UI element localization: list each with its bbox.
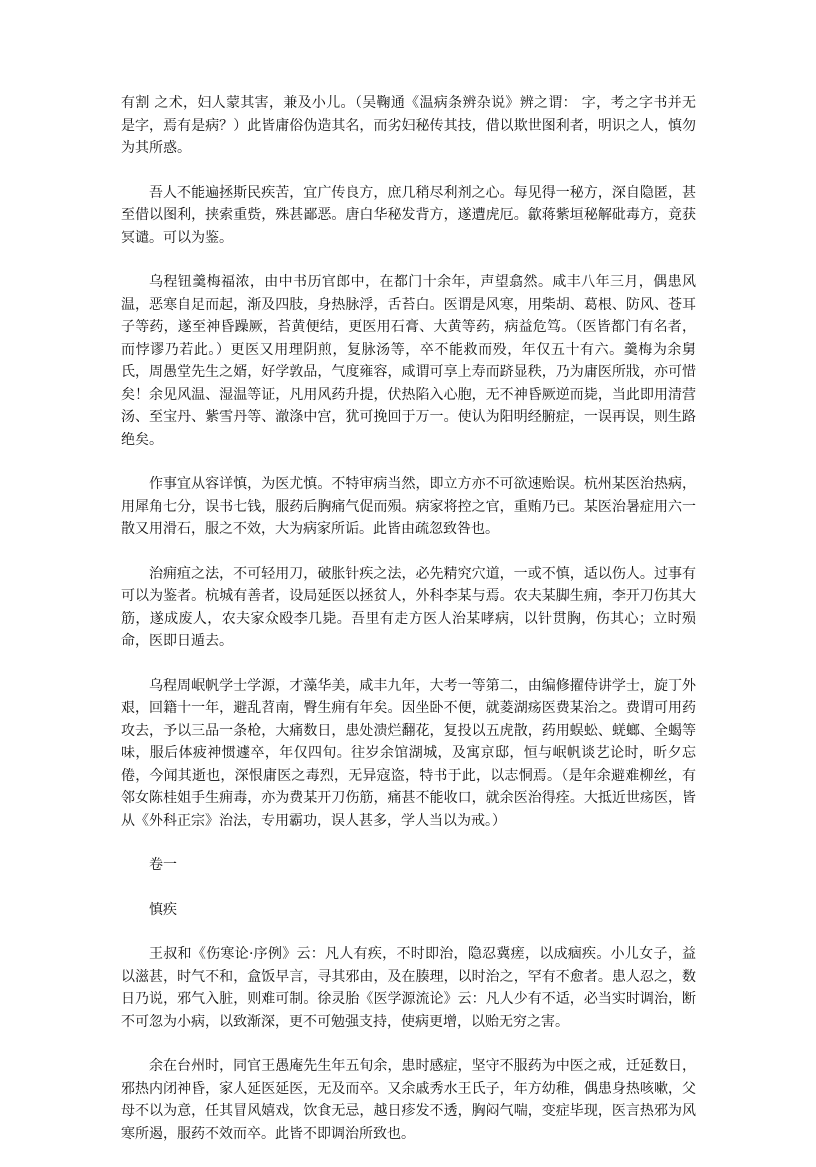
section-paragraph-1: 王叔和《伤寒论·序例》云：凡人有疾，不时即治，隐忍冀瘥，以成痼疾。小儿女子，益以滋甚，时气不和，盒饭早言，寻其邪由，及在腠理，以时治之，罕有不愈者。患人忍之，数日乃说，邪气入脏，则难可制。徐灵胎《医学源流论》云：凡人少有不适，必当实时调治，断不可忽为小病，以致渐深，更不可勉强支持，使病更增，以贻无穷之害。 xyxy=(121,946,696,1030)
document-body xyxy=(121,92,696,1167)
body-paragraph-2: 吾人不能遍拯斯民疾苦，宜广传良方，庶几稍尽利剂之心。每见得一秘方，深自隐匿，甚至借以图利，挟索重赀，殊甚鄙恶。唐白华秘发背方，遂遭虎厄。歙蒋紫垣秘解砒毒方，竟获冥谴。可以为鉴。 xyxy=(121,184,696,246)
body-paragraph-1: 有割 之术，妇人蒙其害，兼及小儿。（吴鞠通《温病条辨杂说》辨之谓： 字，考之字书并无是字，焉有是病？）此皆庸俗伪造其名，而劣妇秘传其技，借以欺世图利者，明识之人，慎勿为其所惑。 xyxy=(121,95,696,156)
body-paragraph-6: 乌程周岷帆学士学源，才藻华美，咸丰九年，大考一等第二，由编修擢侍讲学士，旋丁外艰，回籍十一年，避乱苕南，臀生痈有年矣。因坐卧不便，就菱湖疡医费某治之。费谓可用药攻去，予以三品一条枪，大痛数日，患处溃烂翻花，复投以五虎散，药用蜈蚣、蜣螂、全蝎等味，服后体疲神惯遽卒，年仅四旬。往岁余馆湖城，及寓京邸，恒与岷帆谈艺论时，昕夕忘倦，今闻其逝也，深恨庸医之毒烈，无异寇盗，特书于此，以志恫焉。（是年余避难柳丝，有邻女陈桂姐手生痈毒，亦为费某开刀伤筋，痛甚不能收口，就余医治得痊。大抵近世疡医，皆从《外科正宗》治法，专用霸功，误人甚多，学人当以为戒。） xyxy=(121,677,696,829)
volume-heading: 卷一 xyxy=(149,857,177,873)
section-heading: 慎疾 xyxy=(149,901,177,918)
section-paragraph-2: 余在台州时，同官王愚庵先生年五旬余，患时感症，坚守不服药为中医之戒，迁延数日，邪热内闭神昏，家人延医延医，无及而卒。又余戚秀水王氏子，年方幼稚，偶患身热咳嗽，父母不以为意，任其冒风嬉戏，饮食无忌，越日疹发不透，胸闷气喘，变症毕现，医言热邪为风寒所遏，服药不效而卒。此皆不即调治所致也。 xyxy=(121,1058,696,1142)
body-paragraph-3: 乌程钮羹梅福浓，由中书历官郎中，在都门十余年，声望翕然。咸丰八年三月，偶患风温，恶寒自足而起，渐及四肢，身热脉浮，舌苔白。医谓是风寒，用柴胡、葛根、防风、苍耳子等药，遂至神昏躁厥，苔黄便结，更医用石膏、大黄等药，病益危笃。（医皆都门有名者，而悖谬乃若此。）更医又用理阴煎，复脉汤等，卒不能救而殁，年仅五十有六。羹梅为余舅氏，周愚堂先生之婿，好学敦品，气度雍容，咸谓可享上寿而跻显秩，乃为庸医所戕，亦可惜矣！余见风温、湿温等证，凡用风药升提，伏热陷入心胞，无不神昏厥逆而毙，当此即用清营汤、至宝丹、紫雪丹等、澈涤中宫，犹可挽回于万一。使认为阳明经腑症，一误再误，则生路绝矣。 xyxy=(121,274,696,448)
body-paragraph-5: 治痈疽之法，不可轻用刀，破胀针疾之法，必先精究穴道，一或不慎，适以伤人。过事有可以为鉴者。杭城有善者，设局延医以拯贫人，外科李某与焉。农夫某脚生痈，李开刀伤其大筋，遂成废人，农夫家众殴李几毙。吾里有走方医人治某哮病，以针贯胸，伤其心；立时殒命，医即日遁去。 xyxy=(121,565,696,649)
body-paragraph-4: 作事宜从容详慎，为医尤慎。不特审病当然，即立方亦不可欲速贻误。杭州某医治热病，用犀角七分，误书七钱，服药后胸痛气促而殒。病家将控之官，重贿乃已。某医治暑症用六一散又用滑石，服之不效，大为病家所诟。此皆由疏忽致咎也。 xyxy=(121,476,696,537)
